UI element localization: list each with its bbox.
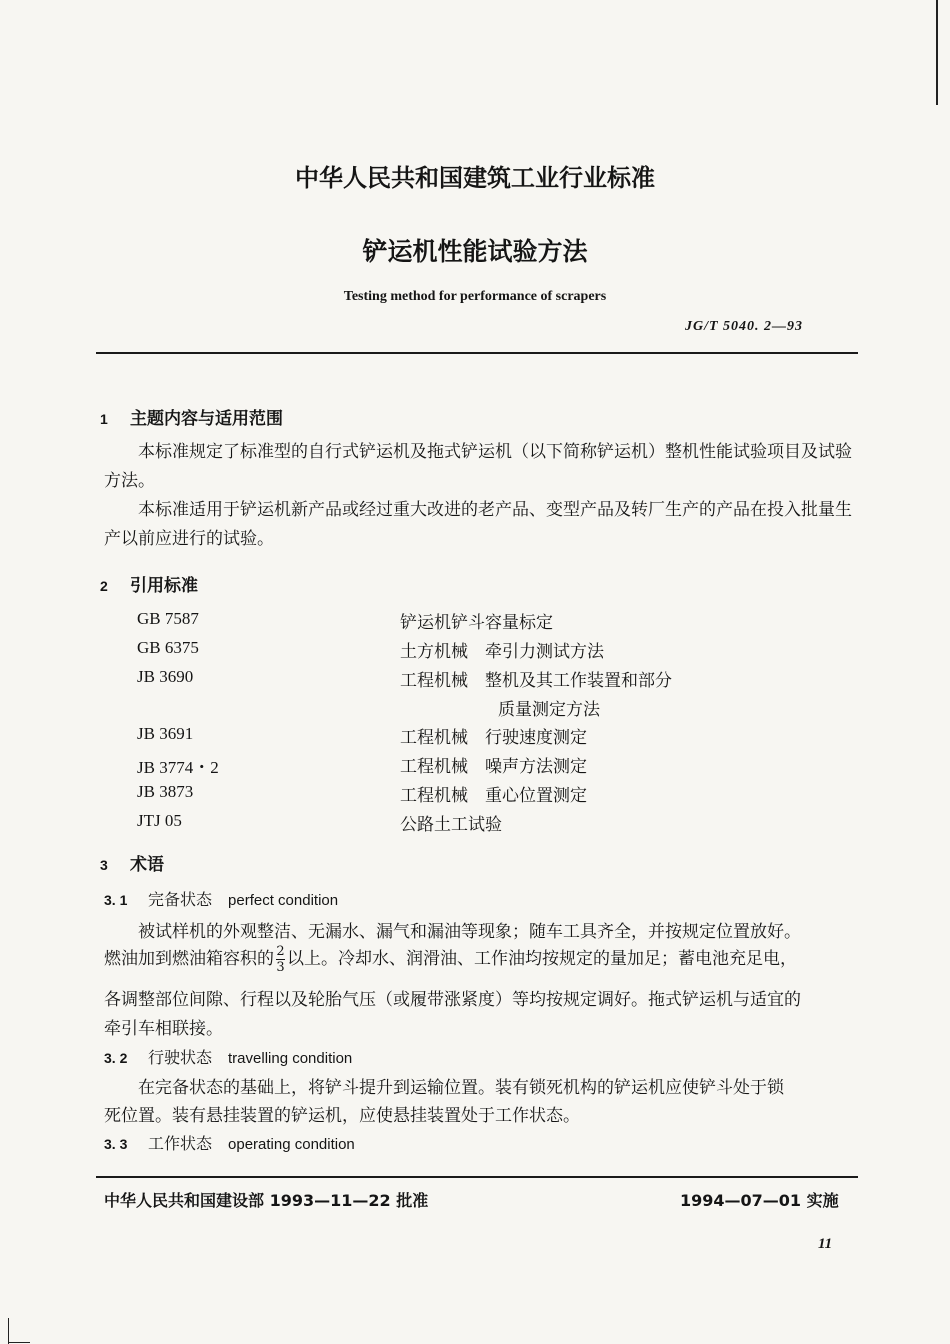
ref-desc: 工程机械 行驶速度测定 bbox=[400, 728, 587, 748]
text-run: 以上。冷却水、润滑油、工作油均按规定的量加足；蓄电池充足电， bbox=[287, 949, 797, 969]
fraction bbox=[276, 945, 285, 974]
ref-code: JB 3873 bbox=[137, 782, 194, 801]
ref-desc: 工程机械 重心位置测定 bbox=[400, 786, 587, 806]
english-title: Testing method for performance of scrapers bbox=[343, 289, 607, 304]
ref-code: JB 3690 bbox=[137, 667, 194, 686]
term-number: 3. 3 bbox=[104, 1136, 128, 1152]
paragraph: 本标准规定了标准型的自行式铲运机及拖式铲运机（以下简称铲运机）整机性能试验项目及试验方法。 bbox=[104, 442, 852, 491]
term-3-2-line: 死位置。装有悬挂装置的铲运机，应使悬挂装置处于工作状态。 bbox=[104, 1106, 580, 1126]
section-1-body bbox=[104, 438, 860, 554]
term-en: perfect condition bbox=[228, 892, 339, 909]
section-3-heading bbox=[100, 850, 164, 875]
ref-desc: 工程机械 整机及其工作装置和部分 bbox=[400, 671, 672, 691]
term-3-1-heading bbox=[104, 887, 338, 910]
scan-edge-line bbox=[936, 0, 938, 105]
industry-standard-heading: 中华人民共和国建筑工业行业标准 bbox=[295, 164, 655, 192]
section-title: 主题内容与适用范围 bbox=[130, 409, 283, 429]
term-3-1-line: 牵引车相联接。 bbox=[104, 1019, 223, 1039]
footer-divider bbox=[96, 1176, 858, 1178]
section-1-heading bbox=[100, 404, 283, 429]
document-title: 铲运机性能试验方法 bbox=[362, 237, 588, 266]
term-3-1-line bbox=[104, 944, 797, 974]
term-number: 3. 1 bbox=[104, 892, 128, 908]
section-2-heading bbox=[100, 571, 198, 596]
term-cn: 工作状态 bbox=[148, 1134, 213, 1153]
term-number: 3. 2 bbox=[104, 1050, 128, 1066]
page-number: 11 bbox=[818, 1236, 833, 1252]
approval-note: 中华人民共和国建设部 1993—11—22 批准 bbox=[104, 1191, 429, 1210]
term-en: travelling condition bbox=[228, 1050, 353, 1067]
ref-desc: 土方机械 牵引力测试方法 bbox=[400, 642, 604, 662]
ref-code: GB 6375 bbox=[137, 638, 199, 657]
scan-corner-mark bbox=[8, 1342, 30, 1343]
term-en: operating condition bbox=[228, 1136, 355, 1153]
term-3-2-line: 在完备状态的基础上，将铲斗提升到运输位置。装有锁死机构的铲运机应使铲斗处于锁 bbox=[138, 1078, 784, 1098]
section-title: 引用标准 bbox=[130, 576, 198, 596]
standard-code: JG/T 5040. 2—93 bbox=[685, 319, 804, 334]
ref-desc: 工程机械 噪声方法测定 bbox=[400, 757, 587, 777]
term-3-2-heading bbox=[104, 1045, 352, 1068]
header-divider bbox=[96, 352, 858, 354]
term-3-3-heading bbox=[104, 1131, 355, 1154]
implementation-date: 1994—07—01 实施 bbox=[680, 1191, 839, 1210]
scan-corner-mark bbox=[8, 1318, 9, 1344]
term-3-1-line: 各调整部位间隙、行程以及轮胎气压（或履带涨紧度）等均按规定调好。拖式铲运机与适宜的 bbox=[104, 990, 801, 1010]
ref-code: JB 3691 bbox=[137, 724, 194, 743]
ref-code: JB 3774・2 bbox=[137, 758, 219, 777]
ref-desc: 质量测定方法 bbox=[498, 700, 600, 720]
term-3-1-line: 被试样机的外观整洁、无漏水、漏气和漏油等现象；随车工具齐全，并按规定位置放好。 bbox=[138, 922, 801, 942]
text-run: 燃油加到燃油箱容积的 bbox=[104, 949, 274, 969]
paragraph: 本标准适用于铲运机新产品或经过重大改进的老产品、变型产品及转厂生产的产品在投入批量生产以前应进行的试验。 bbox=[104, 500, 852, 549]
ref-code: GB 7587 bbox=[137, 609, 199, 628]
fraction-numerator: 2 bbox=[276, 944, 285, 959]
section-number: 3 bbox=[100, 857, 108, 873]
term-cn: 完备状态 bbox=[148, 890, 213, 909]
section-number: 1 bbox=[100, 411, 108, 427]
ref-code: JTJ 05 bbox=[137, 811, 182, 830]
ref-desc: 公路土工试验 bbox=[400, 815, 502, 835]
ref-desc: 铲运机铲斗容量标定 bbox=[400, 613, 553, 633]
section-number: 2 bbox=[100, 578, 108, 594]
term-cn: 行驶状态 bbox=[148, 1048, 213, 1067]
section-title: 术语 bbox=[130, 855, 164, 875]
fraction-denominator: 3 bbox=[276, 960, 285, 975]
